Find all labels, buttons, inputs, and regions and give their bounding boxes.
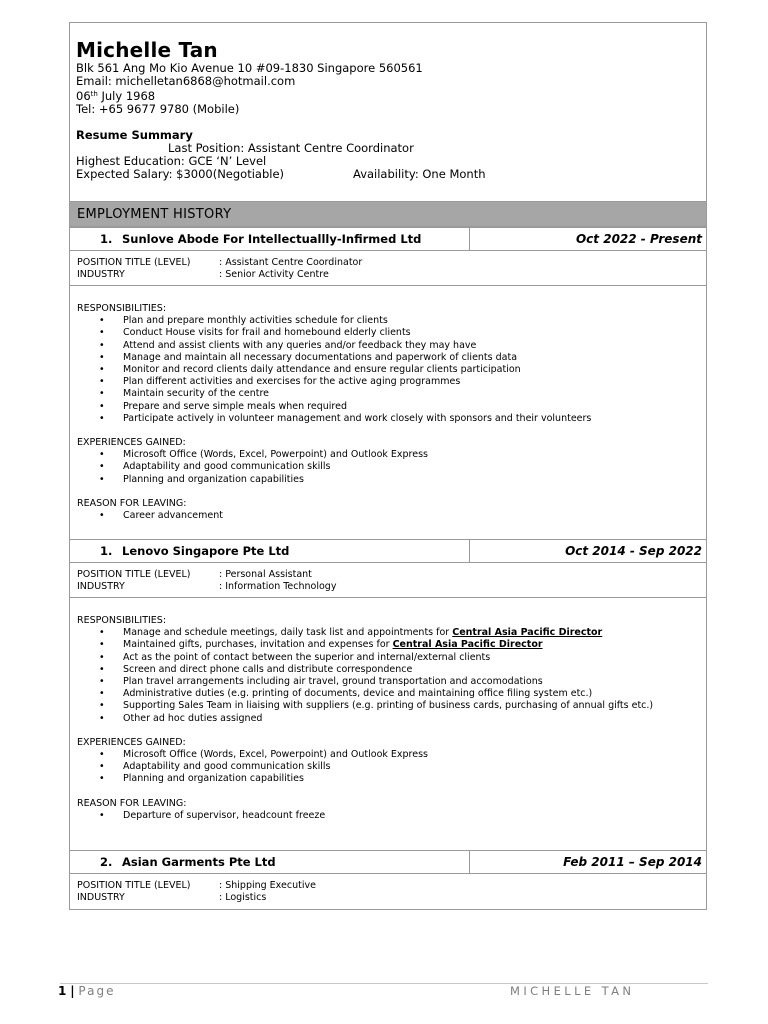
- list-item: • Prepare and serve simple meals when required: [77, 401, 702, 413]
- position-label: POSITION TITLE (LEVEL): [77, 880, 191, 891]
- list-item: • Conduct House visits for frail and homebound elderly clients: [77, 327, 702, 339]
- list-item: • Planning and organization capabilities: [77, 773, 702, 785]
- item-text: Supporting Sales Team in liaising with suppliers (e.g. printing of business cards, purchasing of annual gifts etc.): [123, 700, 654, 712]
- item-text: Administrative duties (e.g. printing of documents, device and maintaining office filing system etc.): [123, 688, 593, 700]
- availability: Availability: One Month: [353, 167, 486, 181]
- reason-list: [77, 810, 702, 822]
- list-item: [77, 713, 702, 725]
- industry-value: : Senior Activity Centre: [219, 269, 329, 280]
- column-divider: [469, 851, 470, 873]
- industry-row: [77, 892, 266, 904]
- job-period: Oct 2014 - Sep 2022: [565, 544, 702, 558]
- job-number: 1.: [100, 232, 113, 246]
- list-item: [77, 652, 702, 664]
- item-text: Plan travel arrangements including air travel, ground transportation and accomodations: [123, 676, 543, 688]
- responsibilities-list: [77, 627, 702, 725]
- list-item: • Adaptability and good communication skills: [77, 461, 702, 473]
- list-item: [77, 688, 702, 700]
- job-company: [100, 540, 289, 562]
- job-period: Oct 2022 - Present: [575, 232, 702, 246]
- position-label: POSITION TITLE (LEVEL): [77, 569, 191, 580]
- list-item: • Planning and organization capabilities: [77, 474, 702, 486]
- list-item: • Maintain security of the centre: [77, 388, 702, 400]
- page-word: Page: [78, 984, 116, 998]
- job-company: [100, 851, 276, 873]
- list-item: • Departure of supervisor, headcount freeze: [77, 810, 702, 822]
- company-name: Lenovo Singapore Pte Ltd: [122, 544, 290, 558]
- industry-label: INDUSTRY: [77, 581, 125, 592]
- job-header: [70, 539, 706, 563]
- list-item: • Plan and prepare monthly activities schedule for clients: [77, 315, 702, 327]
- responsibilities-title: RESPONSIBILITIES:: [77, 615, 167, 626]
- item-text: Screen and direct phone calls and distribute correspondence: [123, 663, 413, 675]
- job-company: [100, 228, 421, 250]
- page-number: [58, 984, 115, 998]
- salary-availability-line: [76, 168, 701, 181]
- separator: [70, 597, 706, 598]
- list-item: [77, 676, 702, 688]
- dob-suffix: th: [90, 90, 98, 98]
- date-of-birth: [76, 88, 701, 103]
- separator: [70, 285, 706, 286]
- list-item: • Plan different activities and exercises for the active aging programmes: [77, 376, 702, 388]
- list-item: • Career advancement: [77, 510, 702, 522]
- item-text: Other ad hoc duties assigned: [123, 712, 263, 724]
- responsibilities-list: [77, 315, 702, 425]
- reason-title: REASON FOR LEAVING:: [77, 497, 187, 509]
- resume-header: [76, 38, 701, 181]
- experiences-title: EXPERIENCES GAINED:: [77, 437, 186, 449]
- last-position: Last Position: Assistant Centre Coordinator: [168, 141, 414, 155]
- company-name: Sunlove Abode For Intellectuallly-Infirmed Ltd: [122, 232, 422, 246]
- job-number: 2.: [100, 855, 113, 869]
- employment-history-heading: EMPLOYMENT HISTORY: [70, 201, 706, 227]
- list-item: • Microsoft Office (Words, Excel, Powerpoint) and Outlook Express: [77, 449, 702, 461]
- item-text: Act as the point of contact between the superior and internal/external clients: [123, 651, 491, 663]
- expected-salary: Expected Salary: $3000(Negotiable): [76, 167, 285, 181]
- industry-label: INDUSTRY: [77, 892, 125, 903]
- column-divider: [469, 228, 470, 250]
- industry-value: : Logistics: [219, 892, 267, 903]
- industry-row: [77, 581, 336, 593]
- telephone: Tel: +65 9677 9780 (Mobile): [76, 102, 240, 116]
- footer-name: MICHELLE TAN: [510, 984, 635, 998]
- list-item: • Monitor and record clients daily attendance and ensure regular clients participation: [77, 364, 702, 376]
- list-item: [77, 700, 702, 712]
- item-text: Manage and schedule meetings, daily task list and appointments for: [123, 627, 453, 639]
- position-row: [77, 257, 362, 269]
- job-header: [70, 850, 706, 874]
- position-row: [77, 880, 316, 892]
- reason-title: REASON FOR LEAVING:: [77, 797, 187, 809]
- experiences-list: [77, 749, 702, 786]
- experiences-list: [77, 449, 702, 486]
- page-num: 1: [58, 984, 67, 998]
- job-details: [77, 303, 702, 522]
- list-item: • Participate actively in volunteer management and work closely with sponsors and their volunteers: [77, 413, 702, 425]
- responsibilities-title: RESPONSIBILITIES:: [77, 303, 167, 314]
- candidate-name: Michelle Tan: [76, 38, 218, 62]
- summary-title: Resume Summary: [76, 128, 193, 142]
- industry-label: INDUSTRY: [77, 269, 125, 280]
- email: Email: michelletan6868@hotmail.com: [76, 74, 296, 88]
- list-item: [77, 664, 702, 676]
- list-item: • Adaptability and good communication skills: [77, 761, 702, 773]
- list-item: [77, 639, 702, 651]
- experiences-title: EXPERIENCES GAINED:: [77, 736, 186, 748]
- item-emphasis: Central Asia Pacific Director: [452, 627, 603, 639]
- dob-day: 06: [76, 89, 91, 103]
- list-item: [77, 627, 702, 639]
- position-value: : Shipping Executive: [219, 880, 316, 891]
- industry-row: [77, 269, 329, 281]
- item-emphasis: Central Asia Pacific Director: [392, 639, 543, 651]
- dob-rest: July 1968: [97, 89, 156, 103]
- position-row: [77, 569, 312, 581]
- reason-list: [77, 510, 702, 522]
- industry-value: : Information Technology: [219, 581, 337, 592]
- job-number: 1.: [100, 544, 113, 558]
- list-item: • Microsoft Office (Words, Excel, Powerpoint) and Outlook Express: [77, 749, 702, 761]
- list-item: • Attend and assist clients with any queries and/or feedback they may have: [77, 340, 702, 352]
- highest-education: Highest Education: GCE ‘N’ Level: [76, 154, 267, 168]
- page-separator: |: [70, 984, 75, 998]
- item-text: Maintained gifts, purchases, invitation and expenses for: [123, 639, 393, 651]
- address: Blk 561 Ang Mo Kio Avenue 10 #09-1830 Singapore 560561: [76, 61, 423, 75]
- company-name: Asian Garments Pte Ltd: [122, 855, 276, 869]
- position-value: : Personal Assistant: [219, 569, 312, 580]
- list-item: • Manage and maintain all necessary documentations and paperwork of clients data: [77, 352, 702, 364]
- job-period: Feb 2011 – Sep 2014: [563, 855, 702, 869]
- job-details: [77, 615, 702, 822]
- position-value: : Assistant Centre Coordinator: [219, 257, 363, 268]
- column-divider: [469, 540, 470, 562]
- position-label: POSITION TITLE (LEVEL): [77, 257, 191, 268]
- job-header: [70, 227, 706, 251]
